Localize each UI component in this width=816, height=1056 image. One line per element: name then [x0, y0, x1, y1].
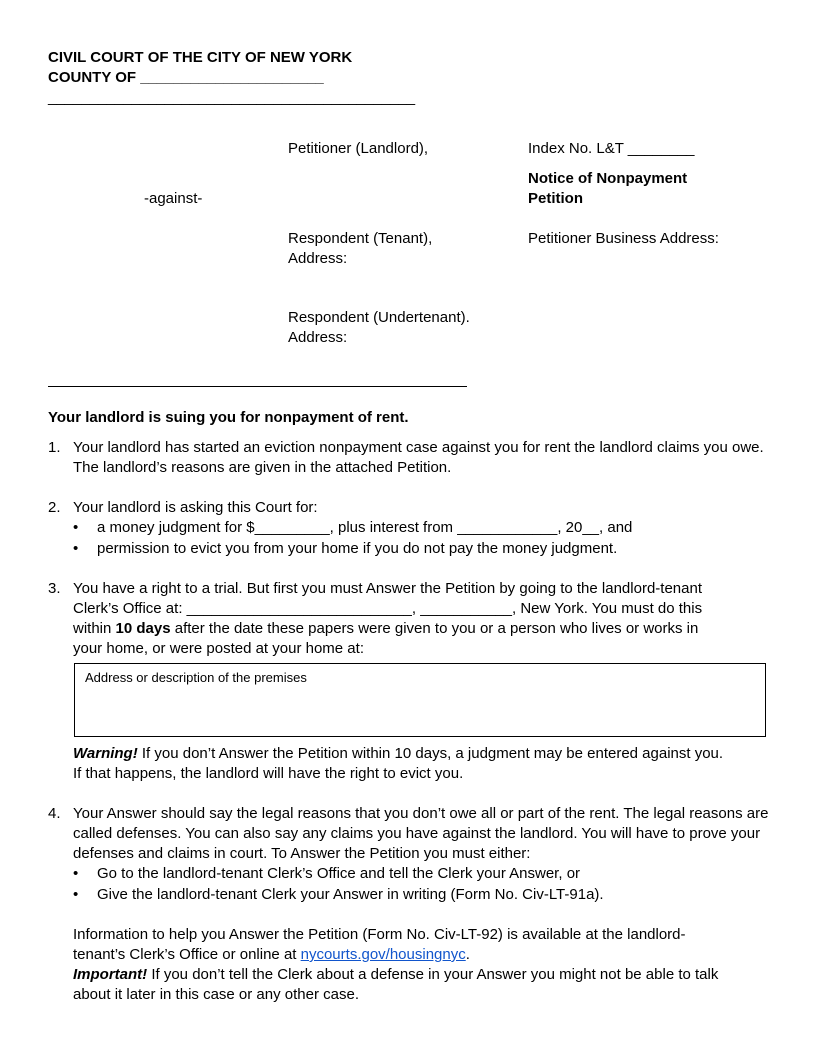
warning-label: Warning! [73, 745, 138, 762]
important-line-2: about it later in this case or any other case. [73, 986, 359, 1003]
item-2-text: Your landlord is asking this Court for: [73, 499, 318, 516]
item-2-number: 2. [48, 499, 61, 516]
bullet-dot: • [73, 886, 79, 903]
info-line-2-a: tenant’s Clerk’s Office or online at [73, 946, 301, 963]
county-line: COUNTY OF ______________________ [48, 69, 324, 86]
item-3-line-3 [73, 619, 698, 639]
index-number: Index No. L&T ________ [528, 140, 695, 157]
respondent-tenant-label: Respondent (Tenant), [288, 230, 433, 247]
item-3-number: 3. [48, 580, 61, 597]
notice-title-line2: Petition [528, 190, 583, 207]
undertenant-address-label: Address: [288, 329, 348, 346]
petitioner-label: Petitioner (Landlord), [288, 140, 429, 157]
item-4-bullet-1: Go to the landlord-tenant Clerk’s Office and tell the Clerk your Answer, or [97, 865, 581, 882]
item-4-bullet-2: Give the landlord-tenant Clerk your Answer in writing (Form No. Civ-LT-91a). [97, 886, 604, 903]
bullet-dot: • [73, 519, 79, 536]
item-1-number: 1. [48, 439, 61, 456]
premises-box-label: Address or description of the premises [85, 670, 307, 685]
business-address-label: Petitioner Business Address: [528, 230, 719, 247]
important-line-1 [73, 965, 718, 985]
info-line-2 [73, 945, 470, 965]
item-4-number: 4. [48, 805, 61, 822]
notice-title-line1: Notice of Nonpayment [528, 170, 688, 187]
intro-heading: Your landlord is suing you for nonpayment of rent. [48, 409, 409, 426]
bullet-dot: • [73, 865, 79, 882]
important-text: If you don’t tell the Clerk about a defense in your Answer you might not be able to talk [147, 966, 719, 983]
item-2-bullet-1: a money judgment for $_________, plus interest from ____________, 20__, and [97, 519, 633, 536]
item-3-line-1: You have a right to a trial. But first you must Answer the Petition by going to the landlord-tenant [73, 580, 702, 597]
housingnyc-link[interactable]: nycourts.gov/housingnyc [300, 946, 466, 963]
ten-days-emphasis: 10 days [115, 620, 171, 637]
info-line-2-b: . [465, 946, 470, 963]
info-line-1: Information to help you Answer the Petition (Form No. Civ-LT-92) is available at the landlord- [73, 926, 686, 943]
against-label: -against- [144, 190, 203, 207]
item-1-text: Your landlord has started an eviction nonpayment case against you for rent the landlord claims you owe. The landlord’s reasons are given in the attached Petition. [73, 439, 764, 476]
respondent-undertenant-label: Respondent (Undertenant). [288, 309, 470, 326]
warning-text: If you don’t Answer the Petition within 10 days, a judgment may be entered against you. [137, 745, 724, 762]
important-label: Important! [73, 966, 148, 983]
item-2-bullet-2: permission to evict you from your home if you do not pay the money judgment. [97, 540, 618, 557]
item-4-text: Your Answer should say the legal reasons that you don’t owe all or part of the rent. The legal reasons are called defenses. You can also say any claims you have against the landlord. You will have to prove your defenses and claims in court. To Answer the Petition you must either: [73, 805, 769, 862]
bullet-dot: • [73, 540, 79, 557]
warning-line-2: If that happens, the landlord will have the right to evict you. [73, 765, 464, 782]
item-3-line-3-a: within [73, 620, 116, 637]
warning-line-1 [73, 744, 723, 764]
premises-address-box[interactable] [74, 663, 766, 737]
item-3-line-3-b: after the date these papers were given to you or a person who lives or works in [170, 620, 699, 637]
court-name: CIVIL COURT OF THE CITY OF NEW YORK [48, 49, 353, 66]
item-3-line-2: Clerk’s Office at: ___________________________, ___________, New York. You must do this [73, 600, 703, 617]
tenant-address-label: Address: [288, 250, 348, 267]
caption-divider [48, 386, 467, 387]
top-rule: ____________________________________________ [48, 89, 416, 106]
item-3-line-4: your home, or were posted at your home at: [73, 640, 364, 657]
